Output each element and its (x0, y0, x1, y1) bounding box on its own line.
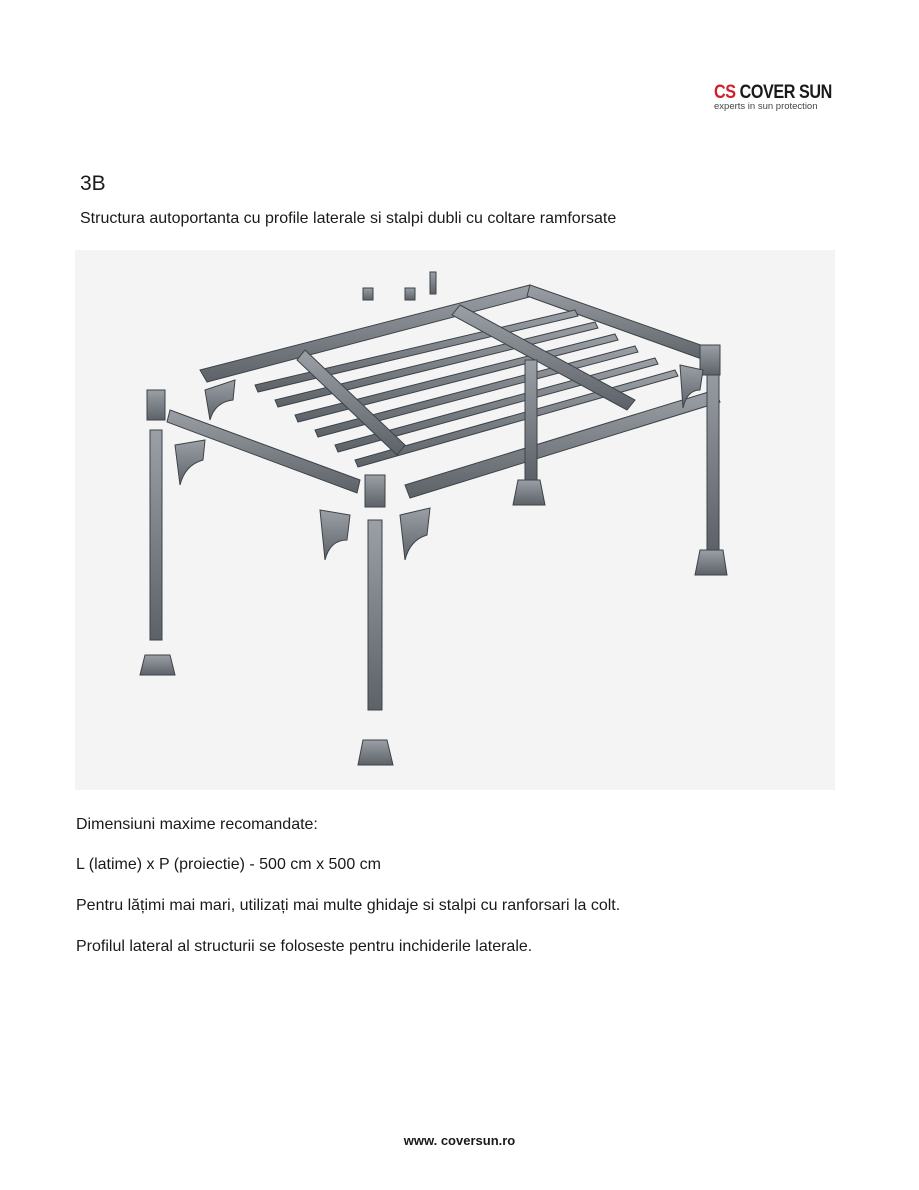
product-subtitle: Structura autoportanta cu profile laterale si stalpi dubli cu coltare ramforsate (80, 210, 617, 227)
footer-website: www. coversun.ro (403, 1133, 516, 1148)
paragraph-dimensions-value: L (latime) x P (proiectie) - 500 cm x 500 cm (76, 856, 381, 873)
paragraph-dimensions-heading: Dimensiuni maxime recomandate: (76, 816, 318, 833)
pergola-exploded-diagram (75, 250, 835, 790)
logo-prefix: CS (714, 82, 736, 103)
logo-tagline: experts in sun protection (714, 101, 818, 112)
logo-name: COVER SUN (739, 82, 832, 103)
cover-sun-logo (714, 83, 853, 112)
product-code: 3B (80, 172, 106, 195)
paragraph-side-profile: Profilul lateral al structurii se foloseste pentru inchiderile laterale. (76, 938, 533, 955)
paragraph-wider-widths: Pentru lățimi mai mari, utilizați mai multe ghidaje si stalpi cu ranforsari la colt. (76, 897, 621, 914)
